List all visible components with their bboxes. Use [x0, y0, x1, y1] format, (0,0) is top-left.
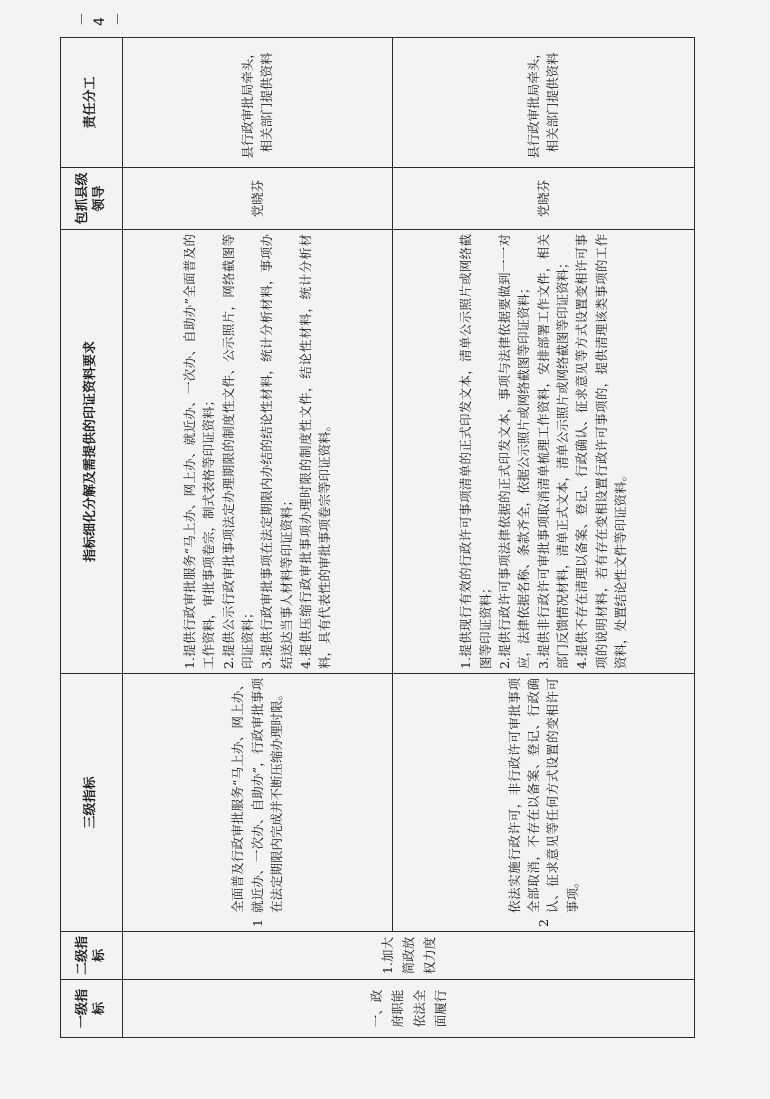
- header-level3: 三级指标: [61, 674, 123, 932]
- lead-cell: 党晓芬: [123, 168, 393, 230]
- table-row: [123, 38, 393, 1038]
- header-responsibility: 责任分工: [61, 38, 123, 168]
- page-number: － 4 －: [75, 9, 127, 26]
- responsibility-cell: 县行政审批局牵头，相关部门提供资料: [392, 38, 694, 168]
- header-level2: 二级指标: [61, 932, 123, 980]
- requirement-item: 2.提供行政许可事项法律依据的正式印发文本，事项与法律依据要做到一一对应，法律依据名称、条款齐全，依据公示照片或网络截图等印证资料；: [496, 234, 532, 669]
- indicator-table: [60, 37, 695, 1038]
- level2-cell: 1.加大简政放权力度: [123, 932, 695, 980]
- requirement-item: 2.提供公示行政审批事项法定办理期限的制度性文件、公示照片，网络截图等印证资料；: [220, 234, 255, 669]
- requirement-item: 1.提供现行有效的行政许可事项清单的正式印发文本，清单公示照片或网络截图等印证资料；: [458, 234, 493, 669]
- requirement-item: 3.提供行政审批事项在法定期限内办结的结论性材料，统计分析材料，事项办结送达当事人材料等印证资料；: [259, 234, 294, 669]
- table-row: [392, 38, 694, 1038]
- requirement-item: 1.提供行政审批服务“马上办、网上办、就近办、一次办、自助办”全面普及的工作资料，审批事项卷宗，制式表格等印证资料；: [181, 234, 217, 669]
- header-row: [61, 38, 123, 1038]
- requirements-cell: [123, 230, 393, 674]
- responsibility-cell: 县行政审批局牵头，相关部门提供资料: [123, 38, 393, 168]
- requirement-item: 4.提供压缩行政审批事项办理时限的制度性文件，结论性材料，统计分析材料，具有代表性的审批事项卷宗等印证资料。: [298, 234, 333, 669]
- rotated-page: [60, 9, 695, 1038]
- row-number: 1: [249, 919, 265, 927]
- requirements-cell: [392, 230, 694, 674]
- level3-text: 全面普及行政审批服务“马上办、网上办、就近办、一次办、自助办”，行政审批事项在法定期限内完成并不断压缩办理时限。: [230, 678, 285, 913]
- header-requirements: 指标细化分解及需提供的印证资料要求: [61, 230, 123, 674]
- row-number: 2: [535, 919, 551, 927]
- level3-text: 依法实施行政许可，非行政许可审批事项全部取消，不存在以备案、登记、行政确认、征求意见等任何方式设置的变相许可事项。: [506, 678, 580, 913]
- level1-cell: 一、政府职能依法全面履行: [123, 980, 695, 1038]
- requirement-item: 4.提供不存在清理以备案、登记、行政确认、征求意见等方式设置变相许可事项的说明材料，若有存在变相设置行政许可事项的，提供清理该类事项的工作资料，处置结论性文件等印证资料。: [574, 234, 629, 669]
- requirement-item: 3.提供非行政许可审批事项取消清单梳理工作资料，安排部署工作文件，相关部门反馈情况材料，清单正式文本，清单公示照片或网络截图等印证资料；: [535, 234, 571, 669]
- header-level1: 一级指标: [61, 980, 123, 1038]
- level3-cell: [123, 674, 393, 932]
- level3-cell: [392, 674, 694, 932]
- lead-cell: 党晓芬: [392, 168, 694, 230]
- header-lead: 包抓县级领导: [61, 168, 123, 230]
